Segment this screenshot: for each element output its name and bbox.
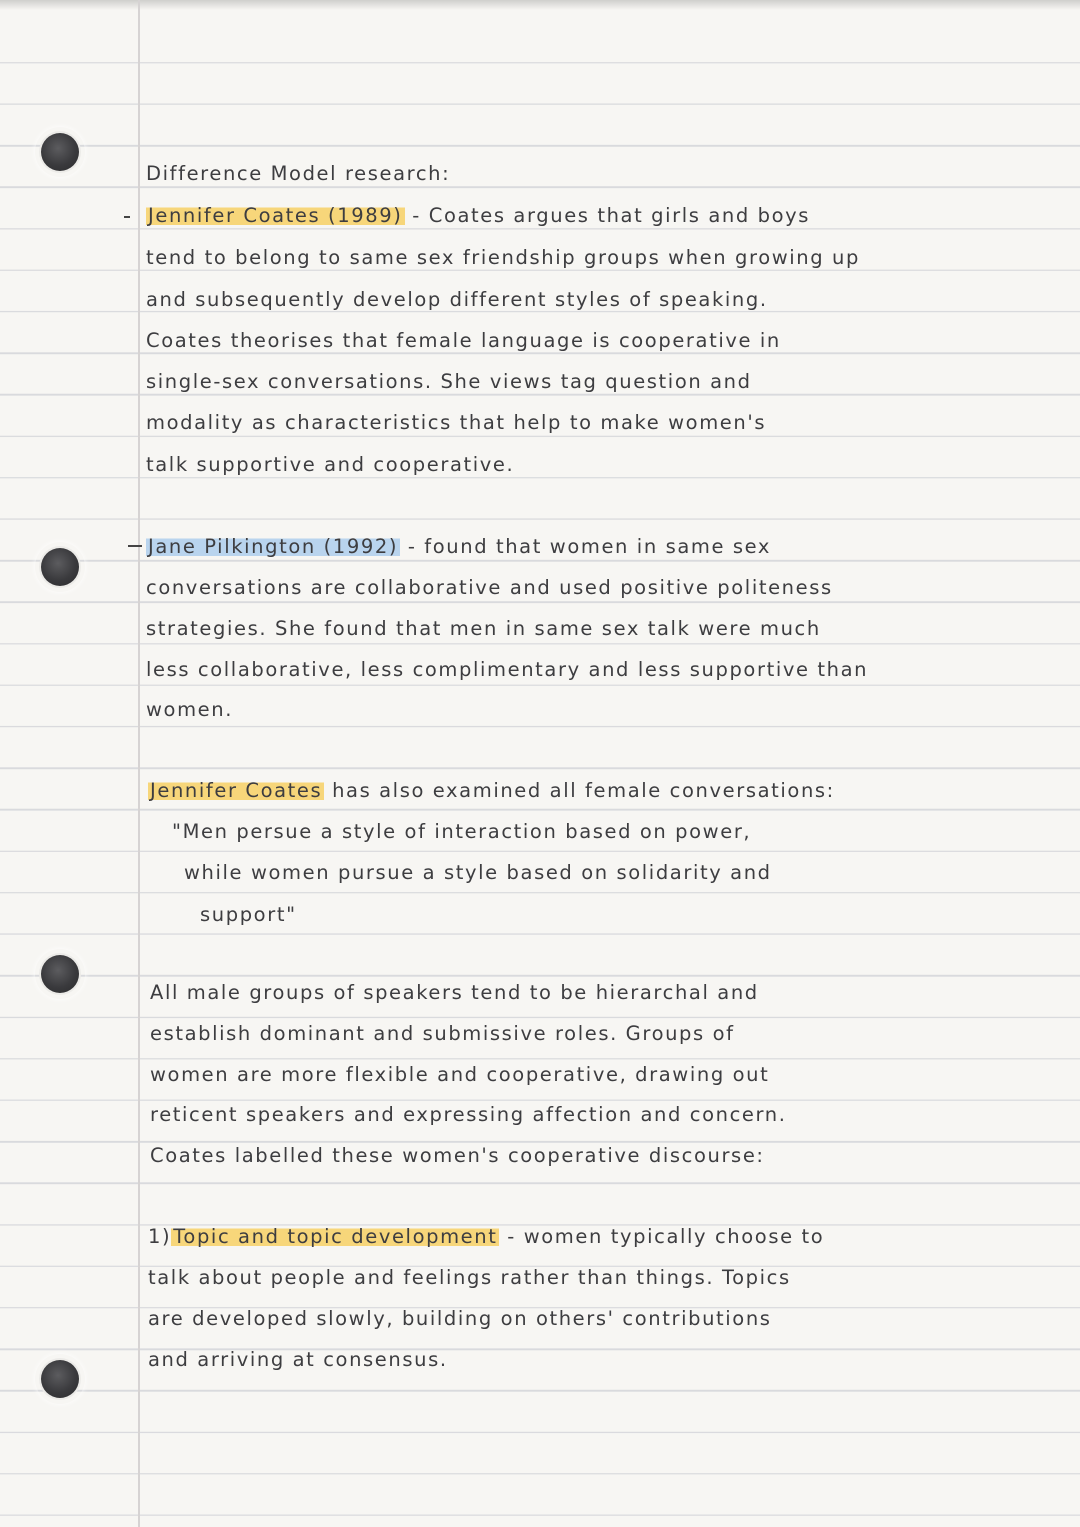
paragraph-line: less collaborative, less complimentary and less supportive than [146, 658, 869, 681]
paragraph-line: Jennifer Coates (1989) - Coates argues that girls and boys [148, 204, 811, 227]
paragraph-line: Jennifer Coates has also examined all female conversations: [150, 779, 835, 802]
paragraph-line: reticent speakers and expressing affection and concern. [150, 1103, 787, 1126]
paragraph-line: talk about people and feelings rather than things. Topics [148, 1266, 791, 1289]
bullet-dash [124, 216, 130, 218]
paragraph-line: tend to belong to same sex friendship groups when growing up [146, 246, 860, 269]
page-top-edge [0, 0, 1080, 10]
quote-line: "Men persue a style of interaction based on power, [172, 820, 752, 843]
punch-hole [41, 955, 79, 993]
highlighted-name: Jennifer Coates [150, 779, 323, 802]
quote-line: while women pursue a style based on solidarity and [184, 861, 772, 884]
paragraph-line: 1) Topic and topic development - women typically choose to [148, 1225, 825, 1248]
paragraph-line: All male groups of speakers tend to be hierarchal and [150, 981, 759, 1004]
highlighted-term: Topic and topic development [173, 1225, 498, 1248]
punch-hole [41, 133, 79, 171]
quote-line: support" [200, 903, 297, 926]
paragraph-line: single-sex conversations. She views tag question and [146, 370, 752, 393]
paragraph-line: modality as characteristics that help to make women's [146, 411, 767, 434]
paragraph-line: are developed slowly, building on others' contributions [148, 1307, 772, 1330]
bullet-dash [128, 545, 142, 547]
margin-line [138, 0, 140, 1527]
highlighted-name: Jane Pilkington (1992) [148, 535, 399, 558]
paragraph-line: Coates labelled these women's cooperative discourse: [150, 1144, 765, 1167]
paragraph-line: talk supportive and cooperative. [146, 453, 515, 476]
paragraph-line: Jane Pilkington (1992) - found that women in same sex [148, 535, 772, 558]
paragraph-line: women. [146, 698, 234, 721]
highlighted-name: Jennifer Coates (1989) [148, 204, 403, 227]
paragraph-line: establish dominant and submissive roles. Groups of [150, 1022, 735, 1045]
section-heading: Difference Model research: [146, 162, 451, 185]
paragraph-line: conversations are collaborative and used positive politeness [146, 576, 833, 599]
paragraph-line: strategies. She found that men in same sex talk were much [146, 617, 821, 640]
paragraph-line: women are more flexible and cooperative, drawing out [150, 1063, 770, 1086]
list-number: 1) [148, 1225, 172, 1248]
paragraph-line: Coates theorises that female language is cooperative in [146, 329, 781, 352]
paragraph-line: and subsequently develop different styles of speaking. [146, 288, 768, 311]
punch-hole [41, 548, 79, 586]
punch-hole [41, 1360, 79, 1398]
paragraph-line: and arriving at consensus. [148, 1348, 448, 1371]
